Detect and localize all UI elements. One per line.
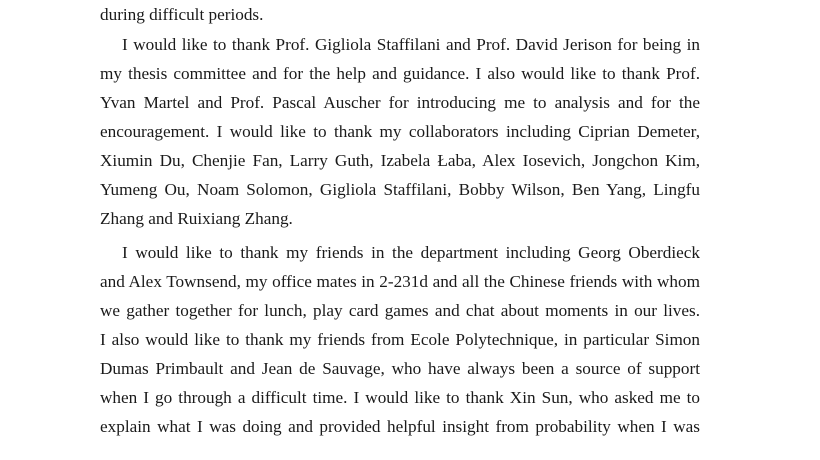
text-line: we gather together for lunch, play card games and chat about moments in our lives. — [100, 301, 700, 320]
text-line: explain what I was doing and provided helpful insight from probability when I was — [100, 417, 700, 436]
text-line: Dumas Primbault and Jean de Sauvage, who have always been a source of support — [100, 359, 700, 378]
text-line: Xiumin Du, Chenjie Fan, Larry Guth, Izabela Łaba, Alex Iosevich, Jongchon Kim, — [100, 151, 700, 170]
text-line: I would like to thank Prof. Gigliola Staffilani and Prof. David Jerison for being in — [122, 35, 700, 54]
text-line: I would like to thank my friends in the department including Georg Oberdieck — [122, 243, 700, 262]
text-line: during difficult periods. — [100, 5, 264, 24]
text-line: when I go through a difficult time. I would like to thank Xin Sun, who asked me to — [100, 388, 700, 407]
text-line: I also would like to thank my friends from Ecole Polytechnique, in particular Simon — [100, 330, 700, 349]
text-line: Yumeng Ou, Noam Solomon, Gigliola Staffilani, Bobby Wilson, Ben Yang, Lingfu — [100, 180, 700, 199]
text-line: Zhang and Ruixiang Zhang. — [100, 209, 293, 228]
text-line: and Alex Townsend, my office mates in 2-231d and all the Chinese friends with whom — [100, 272, 700, 291]
text-line: encouragement. I would like to thank my collaborators including Ciprian Demeter, — [100, 122, 700, 141]
text-line: my thesis committee and for the help and guidance. I also would like to thank Prof. — [100, 64, 700, 83]
text-line: Yvan Martel and Prof. Pascal Auscher for introducing me to analysis and for the — [100, 93, 700, 112]
